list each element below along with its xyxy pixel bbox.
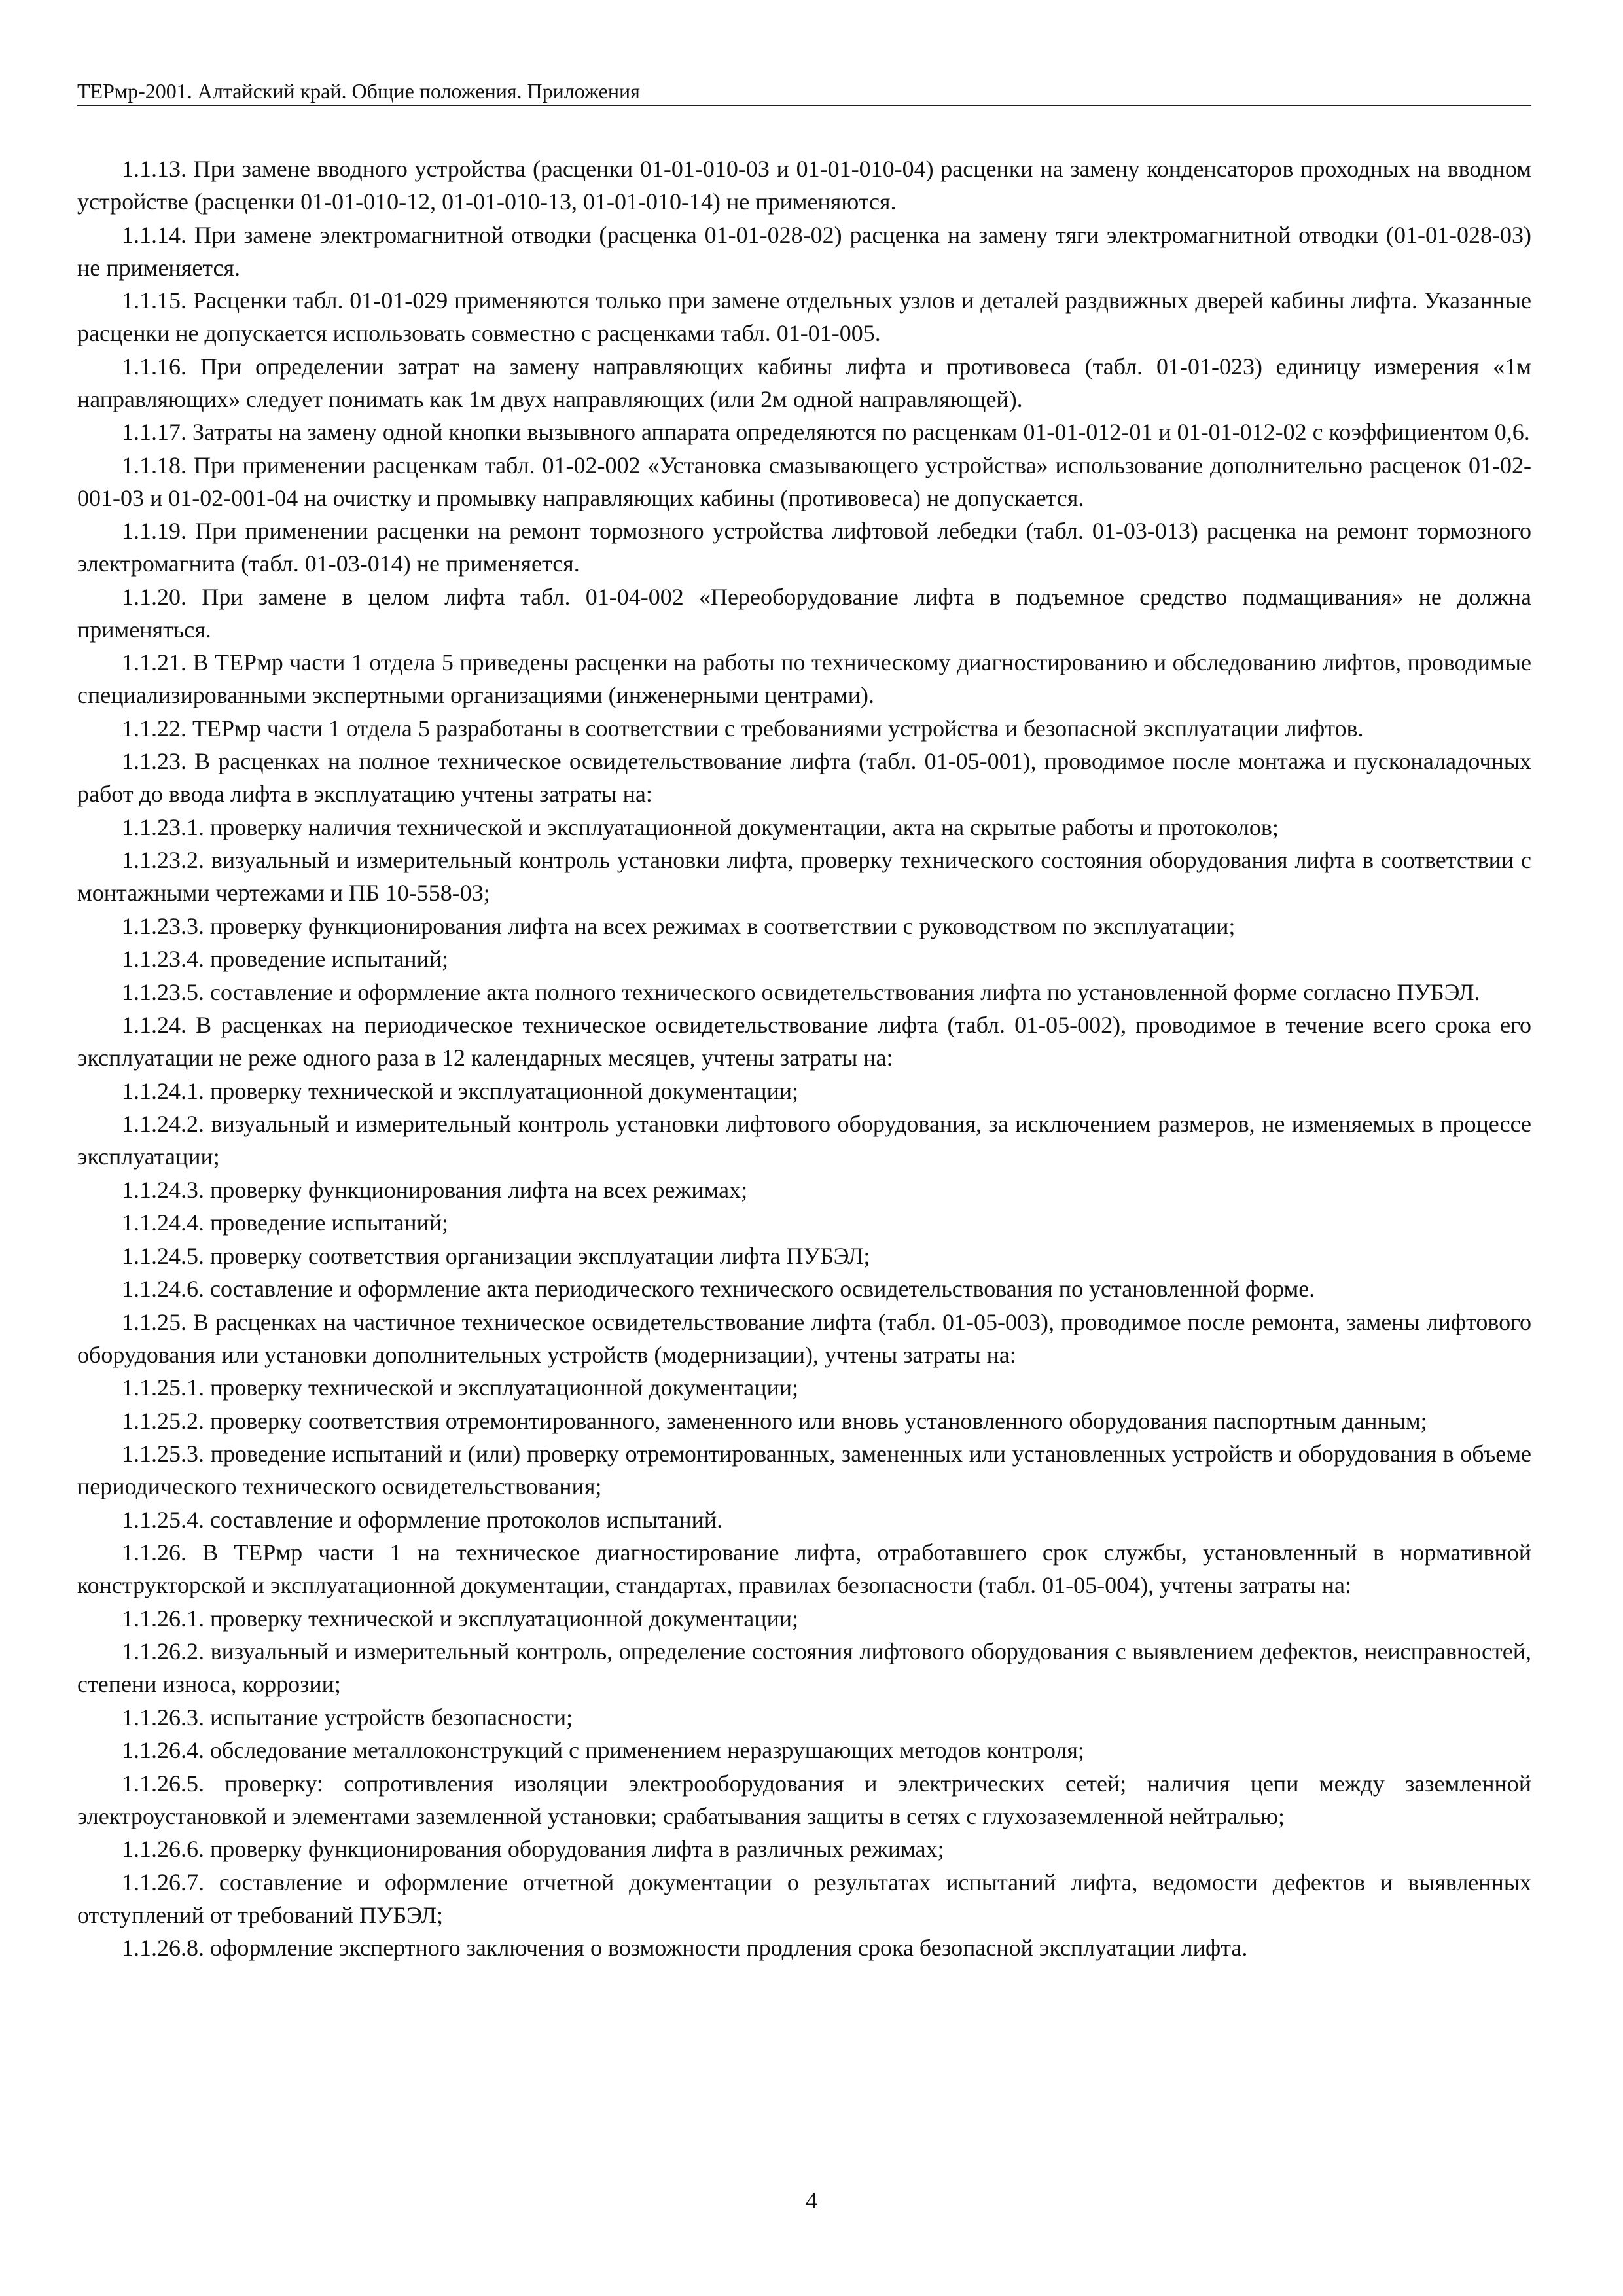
paragraph: 1.1.23.5. составление и оформление акта полного технического освидетельствования лифта по установленной форме согласно ПУБЭЛ. (122, 978, 1480, 1005)
paragraph: 1.1.24.4. проведение испытаний; (122, 1210, 449, 1236)
paragraph: 1.1.25.3. проведение испытаний и (или) проверку отремонтированных, замененных или установленных устройств и оборудования в объеме периодического технического освидетельствования; (77, 1441, 1531, 1499)
paragraph: 1.1.19. При применении расценки на ремонт тормозного устройства лифтовой лебедки (табл. 01-03-013) расценка на ремонт тормозного электромагнита (табл. 01-03-014) не применяется. (77, 518, 1531, 577)
running-header: ТЕРмр-2001. Алтайский край. Общие положения. Приложения (77, 77, 1531, 106)
paragraph: 1.1.23.4. проведение испытаний; (122, 946, 449, 972)
paragraph: 1.1.24.1. проверку технической и эксплуатационной документации; (122, 1077, 799, 1104)
paragraph: 1.1.14. При замене электромагнитной отводки (расценка 01-01-028-02) расценка на замену тяги электромагнитной отводки (01-01-028-03) не применяется. (77, 221, 1531, 281)
paragraph: 1.1.26. В ТЕРмр части 1 на техническое диагностирование лифта, отработавшего срок службы, установленный в нормативной конструкторской и эксплуатационной документации, стандартах, правилах безопасности (табл. 01-05-004), учтены затраты на: (77, 1539, 1531, 1598)
paragraph: 1.1.24.6. составление и оформление акта периодического технического освидетельствования по установленной форме. (122, 1276, 1315, 1302)
paragraph: 1.1.18. При применении расценкам табл. 01-02-002 «Установка смазывающего устройства» использование дополнительно расценок 01-02-001-03 и 01-02-001-04 на очистку и промывку направляющих кабины (противовеса) не допускается. (77, 452, 1531, 511)
paragraph: 1.1.26.4. обследование металлоконструкций с применением неразрушающих методов контроля; (122, 1737, 1084, 1763)
paragraph: 1.1.26.8. оформление экспертного заключения о возможности продления срока безопасной эксплуатации лифта. (122, 1935, 1248, 1961)
paragraph: 1.1.25.4. составление и оформление протоколов испытаний. (122, 1506, 723, 1533)
paragraph: 1.1.23.1. проверку наличия технической и эксплуатационной документации, акта на скрытые работы и протоколов; (122, 814, 1279, 840)
paragraph: 1.1.21. В ТЕРмр части 1 отдела 5 приведены расценки на работы по техническому диагностированию и обследованию лифтов, проводимые специализированными экспертными организациями (инженерными центрами). (77, 649, 1531, 708)
paragraph: 1.1.26.1. проверку технической и эксплуатационной документации; (122, 1605, 799, 1632)
paragraph: 1.1.24.3. проверку функционирования лифта на всех режимах; (122, 1176, 748, 1203)
paragraph: 1.1.24.5. проверку соответствия организации эксплуатации лифта ПУБЭЛ; (122, 1242, 870, 1269)
paragraph: 1.1.26.7. составление и оформление отчетной документации о результатах испытаний лифта, ведомости дефектов и выявленных отступлений от требований ПУБЭЛ; (77, 1869, 1531, 1928)
paragraph: 1.1.25.1. проверку технической и эксплуатационной документации; (122, 1374, 799, 1401)
paragraph: 1.1.23.2. визуальный и измерительный контроль установки лифта, проверку технического состояния оборудования лифта в соответствии с монтажными чертежами и ПБ 10-558-03; (77, 847, 1531, 906)
document-body (77, 152, 1531, 1965)
page-number: 4 (806, 2187, 817, 2214)
paragraph: 1.1.15. Расценки табл. 01-01-029 применяются только при замене отдельных узлов и деталей раздвижных дверей кабины лифта. Указанные расценки не допускается использовать совместно с расценками табл. 01-01-005. (77, 287, 1531, 346)
paragraph: 1.1.23. В расценках на полное техническое освидетельствование лифта (табл. 01-05-001), проводимое после монтажа и пусконаладочных работ до ввода лифта в эксплуатацию учтены затраты на: (77, 748, 1531, 807)
paragraph: 1.1.26.2. визуальный и измерительный контроль, определение состояния лифтового оборудования с выявлением дефектов, неисправностей, степени износа, коррозии; (77, 1638, 1531, 1697)
paragraph: 1.1.24.2. визуальный и измерительный контроль установки лифтового оборудования, за исключением размеров, не изменяемых в процессе эксплуатации; (77, 1111, 1531, 1170)
paragraph: 1.1.26.6. проверку функционирования оборудования лифта в различных режимах; (122, 1836, 944, 1862)
paragraph: 1.1.17. Затраты на замену одной кнопки вызывного аппарата определяются по расценкам 01-01-012-01 и 01-01-012-02 с коэффициентом 0,6. (122, 419, 1530, 445)
paragraph: 1.1.20. При замене в целом лифта табл. 01-04-002 «Переоборудование лифта в подъемное средство подмащивания» не должна применяться. (77, 583, 1531, 643)
paragraph: 1.1.25.2. проверку соответствия отремонтированного, замененного или вновь установленного оборудования паспортным данным; (122, 1407, 1427, 1434)
paragraph: 1.1.22. ТЕРмр части 1 отдела 5 разработаны в соответствии с требованиями устройства и безопасной эксплуатации лифтов. (122, 715, 1364, 742)
paragraph: 1.1.26.5. проверку: сопротивления изоляции электрооборудования и электрических сетей; наличия цепи между заземленной электроустановкой и элементами заземленной установки; срабатывания защиты в сетях с глухозаземленной нейтралью; (77, 1770, 1531, 1829)
paragraph: 1.1.26.3. испытание устройств безопасности; (122, 1704, 573, 1731)
paragraph: 1.1.25. В расценках на частичное техническое освидетельствование лифта (табл. 01-05-003), проводимое после ремонта, замены лифтового оборудования или установки дополнительных устройств (модернизации), учтены затраты на: (77, 1308, 1531, 1368)
paragraph: 1.1.16. При определении затрат на замену направляющих кабины лифта и противовеса (табл. 01-01-023) единицу измерения «1м направляющих» следует понимать как 1м двух направляющих (или 2м одной направляющей). (77, 353, 1531, 412)
paragraph: 1.1.23.3. проверку функционирования лифта на всех режимах в соответствии с руководством по эксплуатации; (122, 912, 1236, 939)
paragraph: 1.1.13. При замене вводного устройства (расценки 01-01-010-03 и 01-01-010-04) расценки на замену конденсаторов проходных на вводном устройстве (расценки 01-01-010-12, 01-01-010-13, 01-01-010-14) не применяются. (77, 156, 1531, 215)
paragraph: 1.1.24. В расценках на периодическое техническое освидетельствование лифта (табл. 01-05-002), проводимое в течение всего срока его эксплуатации не реже одного раза в 12 календарных месяцев, учтены затраты на: (77, 1012, 1531, 1071)
